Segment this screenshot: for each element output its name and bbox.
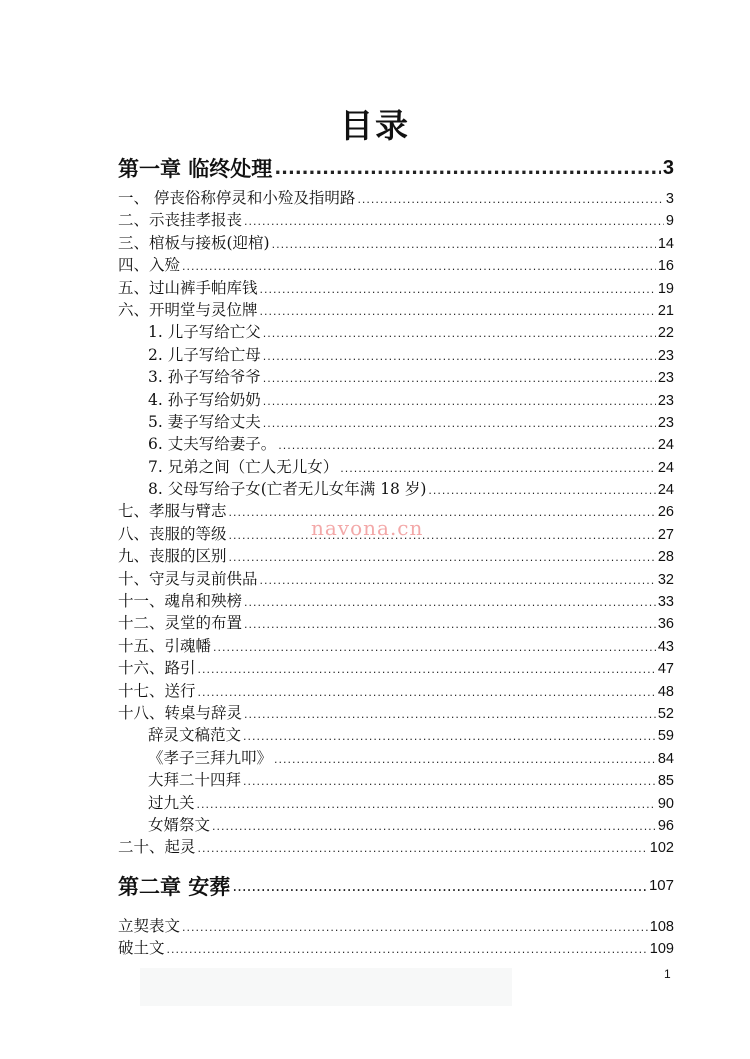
toc-entry-text: 7. 兄弟之间（亡人无儿女） — [148, 457, 339, 476]
toc-page-number: 84 — [657, 750, 674, 767]
toc-page-number: 36 — [657, 616, 674, 633]
toc-entry-text: 十五、引魂幡 — [118, 636, 212, 655]
dot-leader — [272, 238, 656, 251]
toc-page-number: 52 — [657, 705, 674, 722]
dot-leader — [229, 529, 656, 542]
toc-entry-text: 十一、魂帛和殃榜 — [118, 592, 243, 611]
toc-entry-text: 2. 儿子写给亡母 — [148, 345, 261, 364]
toc-entry[interactable] — [118, 208, 674, 230]
dot-leader — [212, 820, 656, 833]
toc-entry[interactable] — [118, 276, 674, 298]
toc-entry-text: 大拜二十四拜 — [148, 771, 242, 790]
toc-page-number: 59 — [657, 728, 674, 745]
toc-entry[interactable] — [118, 936, 674, 958]
toc-page-number: 21 — [657, 302, 674, 319]
toc-page-number: 32 — [657, 571, 674, 588]
toc-subentry[interactable] — [118, 432, 674, 454]
dot-leader — [340, 462, 656, 475]
toc-page-number: 16 — [657, 258, 674, 275]
toc-entry[interactable] — [118, 567, 674, 589]
dot-leader — [263, 417, 656, 430]
toc-entry-text: 十八、转桌与辞灵 — [118, 703, 243, 722]
dot-leader — [274, 753, 656, 766]
toc-entry[interactable] — [118, 634, 674, 656]
dot-leader — [244, 215, 664, 228]
toc-chapter-title: 第二章 安葬 — [118, 874, 231, 899]
toc-page-number: 24 — [657, 482, 674, 499]
toc-page-number: 23 — [657, 414, 674, 431]
dot-leader — [263, 350, 656, 363]
toc-page-number: 33 — [657, 594, 674, 611]
toc-entry[interactable] — [118, 186, 674, 208]
toc-entry[interactable] — [118, 298, 674, 320]
toc-page-number: 90 — [657, 795, 674, 812]
dot-leader — [182, 260, 656, 273]
toc-entry[interactable] — [118, 914, 674, 936]
toc-entry[interactable] — [118, 656, 674, 678]
toc-subentry[interactable] — [118, 477, 674, 499]
toc-entry[interactable] — [118, 611, 674, 633]
toc-entry-text: 6. 丈夫写给妻子。 — [148, 435, 277, 454]
toc-page-number: 3 — [662, 156, 674, 179]
toc-entry-text: 九、丧服的区别 — [118, 547, 227, 566]
toc-entry-text: 十二、灵堂的布置 — [118, 614, 243, 633]
toc-page-number: 14 — [657, 235, 674, 252]
footer-band — [140, 968, 512, 1006]
toc-subentry[interactable] — [118, 746, 674, 768]
toc-subentry[interactable] — [118, 813, 674, 835]
toc-entry[interactable] — [118, 701, 674, 723]
toc-entry-text: 二十、起灵 — [118, 838, 196, 857]
toc-chapter[interactable] — [118, 150, 674, 186]
dot-leader — [243, 730, 656, 743]
toc-entry-text: 一、 停丧俗称停灵和小殓及指明路 — [118, 189, 356, 207]
dot-leader — [357, 193, 663, 206]
toc-page-number: 23 — [657, 392, 674, 409]
toc-entry[interactable] — [118, 231, 674, 253]
toc-entry-text: 五、过山裤手帕库钱 — [118, 278, 258, 297]
toc-entry-text: 过九关 — [148, 793, 195, 812]
toc-entry-text: 六、开明堂与灵位牌 — [118, 300, 258, 319]
toc-page-number: 9 — [665, 213, 674, 230]
table-of-contents — [118, 150, 674, 959]
toc-entry[interactable] — [118, 544, 674, 566]
toc-subentry[interactable] — [118, 723, 674, 745]
dot-leader — [182, 921, 648, 934]
toc-entry-text: 辞灵文稿范文 — [148, 726, 242, 745]
toc-subentry[interactable] — [118, 365, 674, 387]
toc-page-number: 24 — [657, 437, 674, 454]
toc-entry-text: 十六、路引 — [118, 659, 196, 678]
dot-leader — [229, 506, 656, 519]
toc-subentry[interactable] — [118, 320, 674, 342]
dot-leader — [263, 372, 656, 385]
toc-subentry[interactable] — [118, 410, 674, 432]
dot-leader — [213, 641, 656, 654]
toc-page-number: 23 — [657, 370, 674, 387]
toc-page-number: 19 — [657, 280, 674, 297]
toc-page-number: 24 — [657, 459, 674, 476]
toc-page-number: 85 — [657, 773, 674, 790]
dot-leader — [263, 395, 656, 408]
toc-entry-text: 十七、送行 — [118, 681, 196, 700]
toc-chapter-title: 第一章 临终处理 — [118, 157, 273, 181]
toc-subentry[interactable] — [118, 455, 674, 477]
toc-page-number: 108 — [649, 918, 674, 935]
toc-entry-text: 三、棺板与接板(迎棺) — [118, 233, 270, 252]
dot-leader — [428, 484, 655, 497]
toc-entry-text: 女婿祭文 — [148, 815, 211, 834]
toc-page-number: 107 — [648, 877, 674, 895]
dot-leader — [232, 877, 647, 895]
toc-entry-text: 3. 孙子写给爷爷 — [148, 368, 261, 387]
toc-entry-text: 二、示丧挂孝报丧 — [118, 211, 243, 230]
dot-leader — [274, 158, 661, 179]
dot-leader — [260, 283, 656, 296]
toc-entry[interactable] — [118, 253, 674, 275]
toc-entry-text: 八、丧服的等级 — [118, 524, 227, 543]
dot-leader — [244, 708, 656, 721]
toc-entry-text: 8. 父母写给子女(亡者无儿女年满 18 岁) — [148, 480, 427, 499]
dot-leader — [260, 574, 656, 587]
page-title: 目录 — [340, 106, 410, 145]
toc-entry-text: 立契表文 — [118, 916, 181, 935]
toc-page-number: 102 — [649, 840, 674, 857]
toc-entry[interactable] — [118, 835, 674, 857]
toc-page-number: 47 — [657, 661, 674, 678]
toc-subentry[interactable] — [118, 791, 674, 813]
dot-leader — [198, 842, 648, 855]
dot-leader — [244, 596, 656, 609]
toc-entry-text: 七、孝服与臂志 — [118, 502, 227, 521]
toc-entry[interactable] — [118, 589, 674, 611]
toc-page-number: 28 — [657, 549, 674, 566]
toc-page-number: 109 — [649, 941, 674, 958]
dot-leader — [260, 305, 656, 318]
toc-entry-text: 1. 儿子写给亡父 — [148, 323, 261, 342]
dot-leader — [243, 775, 656, 788]
dot-leader — [278, 439, 656, 452]
toc-page-number: 3 — [665, 191, 674, 207]
toc-page-number: 43 — [657, 638, 674, 655]
dot-leader — [229, 551, 656, 564]
dot-leader — [197, 798, 656, 811]
toc-page-number: 27 — [657, 526, 674, 543]
dot-leader — [167, 943, 648, 956]
toc-chapter[interactable] — [118, 866, 674, 906]
toc-entry[interactable] — [118, 679, 674, 701]
toc-entry-text: 十、守灵与灵前供品 — [118, 569, 258, 588]
toc-page-number: 22 — [657, 325, 674, 342]
watermark: navona.cn — [311, 516, 424, 540]
toc-page-number: 48 — [657, 683, 674, 700]
dot-leader — [244, 618, 656, 631]
toc-entry-text: 《孝子三拜九叩》 — [148, 748, 273, 767]
page-number: 1 — [664, 967, 671, 981]
toc-entry-text: 破土文 — [118, 939, 165, 958]
toc-subentry[interactable] — [118, 343, 674, 365]
dot-leader — [198, 686, 656, 699]
toc-page-number: 23 — [657, 347, 674, 364]
toc-entry-text: 4. 孙子写给奶奶 — [148, 390, 261, 409]
dot-leader — [198, 663, 656, 676]
toc-entry-text: 四、入殓 — [118, 256, 181, 275]
toc-subentry[interactable] — [118, 388, 674, 410]
toc-page-number: 26 — [657, 504, 674, 521]
toc-subentry[interactable] — [118, 768, 674, 790]
dot-leader — [263, 327, 656, 340]
toc-entry-text: 5. 妻子写给丈夫 — [148, 412, 261, 431]
toc-page-number: 96 — [657, 817, 674, 834]
